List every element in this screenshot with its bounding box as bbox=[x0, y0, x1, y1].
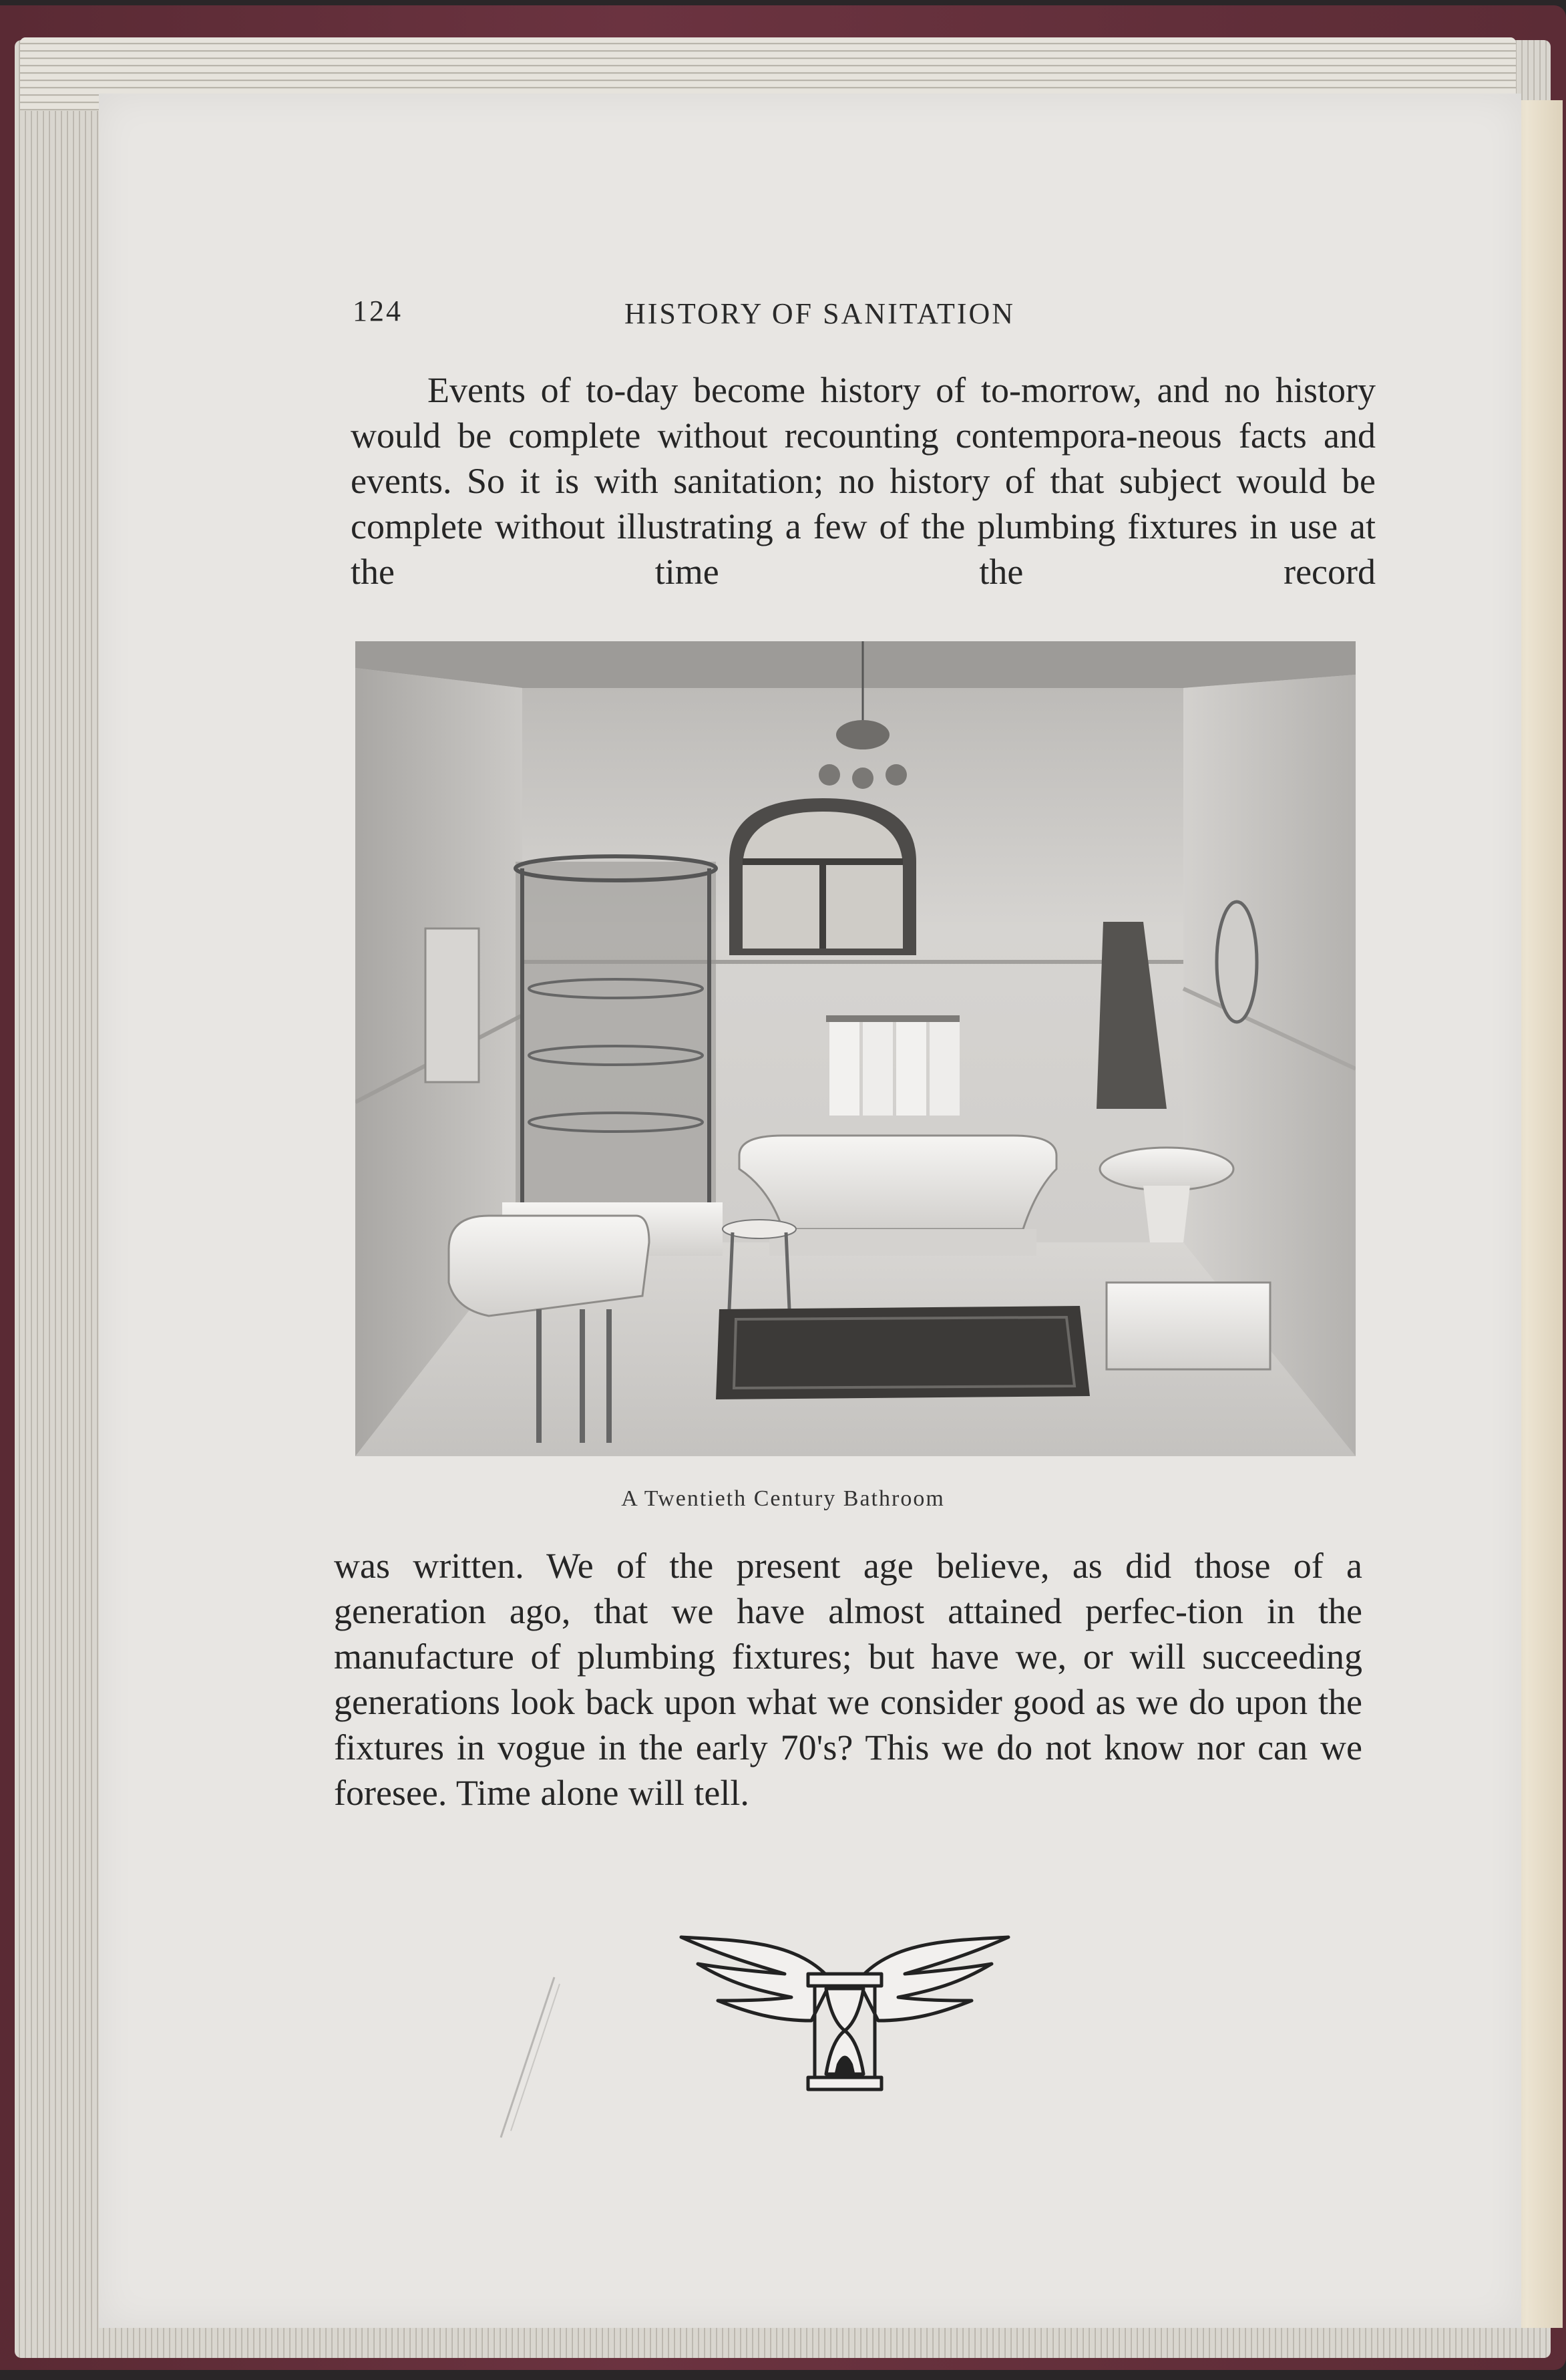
running-title: HISTORY OF SANITATION bbox=[624, 297, 1016, 330]
bathroom-illustration bbox=[355, 641, 1356, 1456]
paragraph-first: Events of to-day become history of to-morrow, and no history would be complete without recounting contempora-neous facts and events. So it is with sanitation; no history of that subject would be complete without illustrating a few of the plumbing fixtures in use at the time the record bbox=[351, 370, 1376, 592]
winged-hourglass-icon bbox=[678, 1927, 1012, 2094]
paragraph-second: was written. We of the present age believe, as did those of a generation ago, that we have almost attained perfec-tion in the manufacture of plumbing fixtures; but have we, or will succeeding generations look back upon what we consider good as we do upon the fixtures in vogue in the early 70's? This we do not know nor can we foresee. Time alone will tell. bbox=[334, 1546, 1362, 1813]
running-head bbox=[0, 294, 1566, 334]
page-number: 124 bbox=[353, 295, 403, 327]
pencil-mark bbox=[481, 1971, 574, 2144]
figure-caption: A Twentieth Century Bathroom bbox=[621, 1486, 945, 1511]
bathroom-photograph bbox=[355, 641, 1356, 1456]
